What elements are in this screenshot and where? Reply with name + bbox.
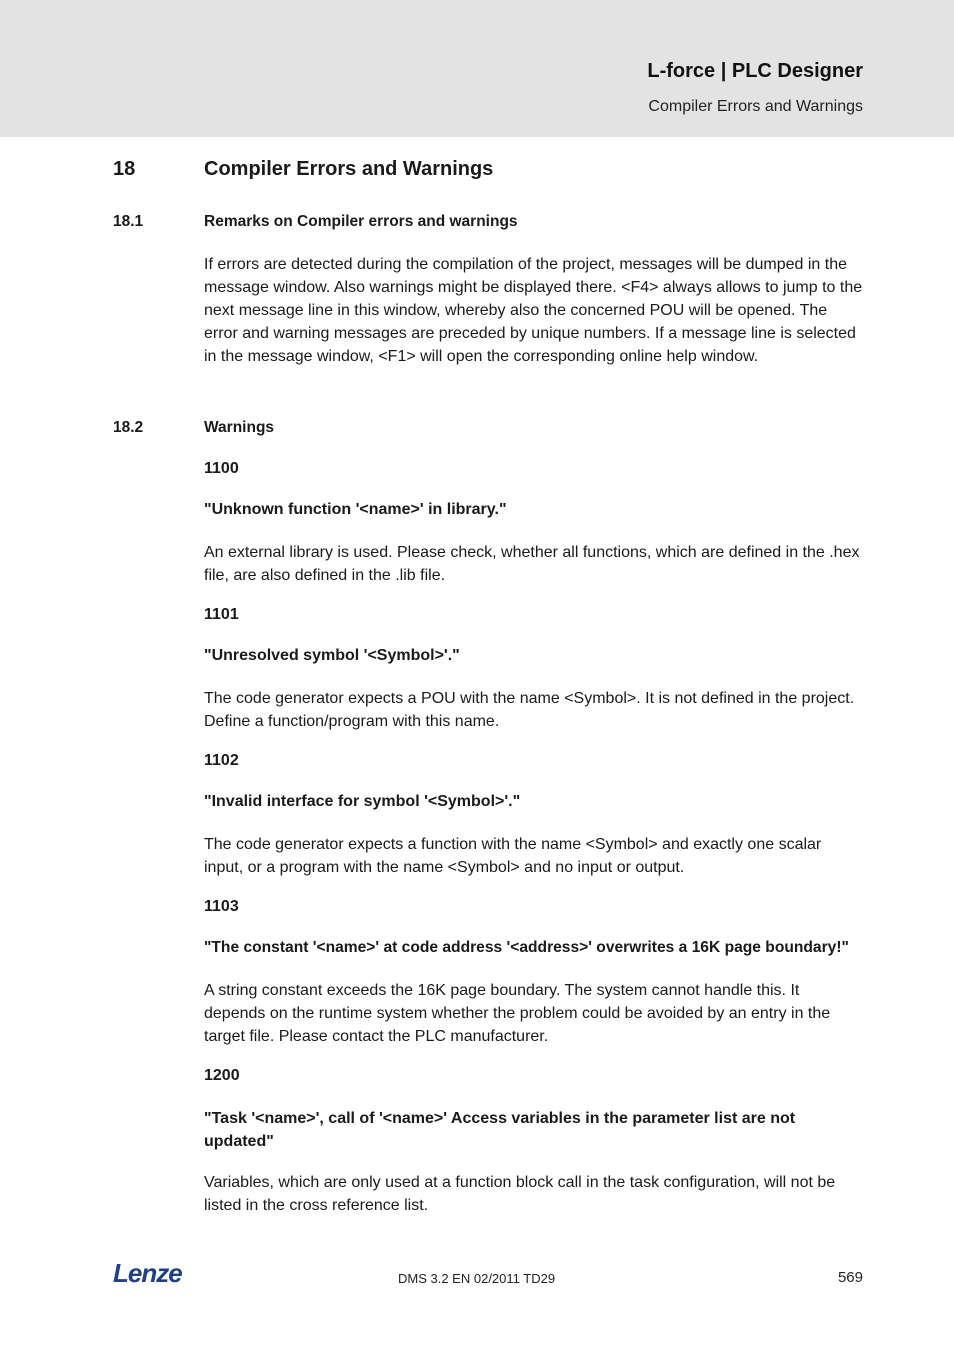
warning-code: 1102 (204, 752, 239, 769)
section-1-number: 18.1 (113, 213, 144, 230)
section-1-title: Remarks on Compiler errors and warnings (204, 213, 518, 230)
header-subtitle: Compiler Errors and Warnings (648, 98, 863, 115)
warning-description: An external library is used. Please check, whether all functions, which are defined in the .hex file, are also defined in the .lib file. (204, 544, 860, 584)
section-2-number: 18.2 (113, 419, 144, 436)
document-id: DMS 3.2 EN 02/2011 TD29 (398, 1271, 556, 1286)
warning-description: Variables, which are only used at a function block call in the task configuration, will not be listed in the cross reference list. (204, 1174, 836, 1214)
chapter-number: 18 (113, 158, 136, 180)
warning-description: The code generator expects a function with the name <Symbol> and exactly one scalar input, or a program with the name <Symbol> and no input or output. (204, 836, 822, 876)
warning-message: "Task '<name>', call of '<name>' Access variables in the parameter list are not updated" (204, 1110, 796, 1150)
section-1-text: If errors are detected during the compilation of the project, messages will be dumped in the message window. Also warnings might be displayed there. <F4> always allows to jump to the next message line in this window, whereby also the concerned POU will be opened. The error and warning messages are preceded by unique numbers. If a message line is selected in the message window, <F1> will open the corresponding online help window. (204, 256, 863, 365)
lenze-logo (113, 1260, 193, 1291)
warning-message: "The constant '<name>' at code address '<address>' overwrites a 16K page boundary!" (204, 939, 849, 956)
logo-text: Lenze (113, 1260, 182, 1286)
warning-message: "Unknown function '<name>' in library." (204, 501, 507, 518)
warning-code: 1200 (204, 1067, 240, 1084)
chapter-title: Compiler Errors and Warnings (204, 158, 494, 180)
header-title: L-force | PLC Designer (647, 60, 863, 82)
warning-description: The code generator expects a POU with the name <Symbol>. It is not defined in the project. Define a function/program with this name. (204, 690, 855, 730)
warning-message: "Unresolved symbol '<Symbol>'." (204, 647, 460, 664)
warning-code: 1101 (204, 606, 239, 623)
page-header (0, 0, 954, 137)
warning-description: A string constant exceeds the 16K page boundary. The system cannot handle this. It depends on the runtime system whether the problem could be avoided by an entry in the target file. Please contact the PLC manufacturer. (204, 982, 831, 1045)
warning-code: 1100 (204, 460, 239, 477)
page-number: 569 (837, 1269, 863, 1286)
section-2-title: Warnings (204, 419, 275, 436)
warning-code: 1103 (204, 898, 239, 915)
warning-message: "Invalid interface for symbol '<Symbol>'." (204, 793, 521, 810)
